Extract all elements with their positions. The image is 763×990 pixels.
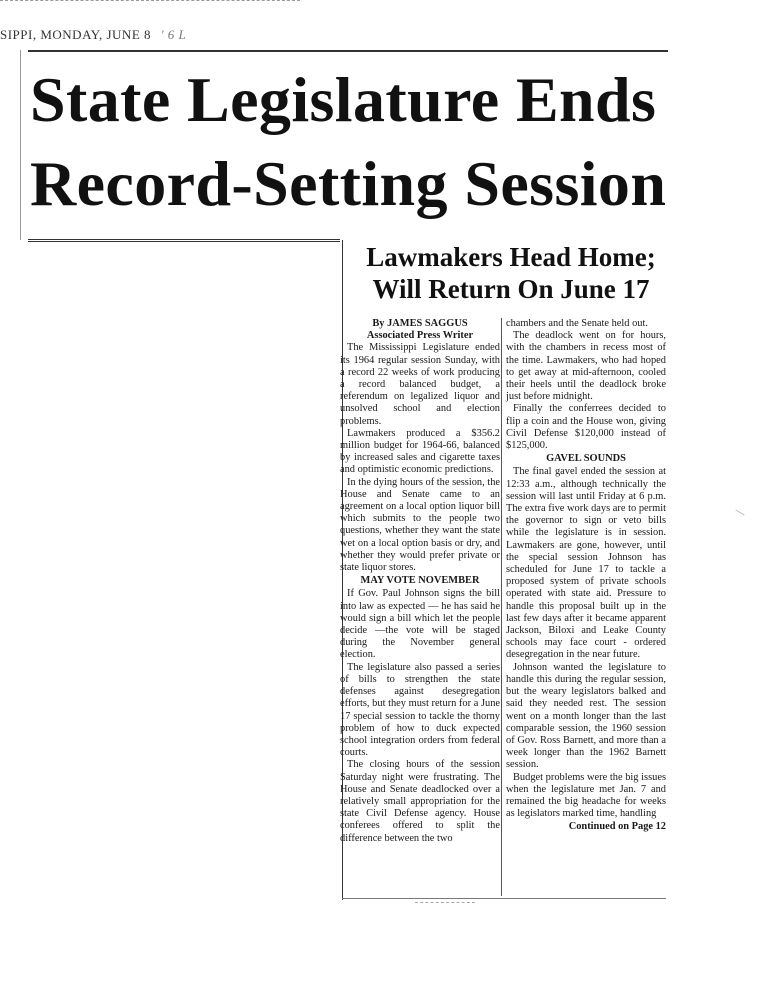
paragraph: Finally the conferrees decided to flip a coin and the House won, giving Civil Defense $120,000 instead of $125,000. xyxy=(506,403,666,452)
continued-note: Continued on Page 12 xyxy=(568,821,666,833)
paragraph: Johnson wanted the legislature to handle this during the regular session, but the weary legislators balked and said they needed rest. The session went on a month longer than the last comparable session, the 1960 session of Gov. Ross Barnett, and more than a week longer than the 1962 Barnett session. xyxy=(506,661,666,771)
top-rule xyxy=(28,50,668,52)
top-dashed-edge xyxy=(0,0,300,1)
subheadline-line-2: Will Return On June 17 xyxy=(372,274,650,304)
paragraph: The legislature also passed a series of bills to strengthen the state defenses against desegregation efforts, but they must return for a June 17 special session to tackle the thorny problem of how to duck expected school integration orders from federal courts. xyxy=(340,661,500,759)
column-rule xyxy=(501,318,502,896)
article-column-2 xyxy=(506,318,666,834)
article-column-1 xyxy=(340,318,500,845)
paragraph: The closing hours of the session Saturday night were frustrating. The House and Senate deadlocked over a relatively small appropriation for the state Civil Defense agency. House conferees offered to split the difference between the two xyxy=(340,759,500,844)
paragraph: The final gavel ended the session at 12:33 a.m., although technically the session will last until Friday at 6 p.m. The extra five work days are to permit the governor to sign or veto bills while the legislature is in session. Lawmakers are gone, however, until the special session Johnson has scheduled for June 17 to tackle a proposed system of private schools operated with state aid. Pressure to handle this proposal built up in the last few days after it became apparent Jackson, Biloxi and Leake County schools may face court - ordered desegregation in the near future. xyxy=(506,466,666,661)
paragraph: The Mississippi Legislature ended its 1964 regular session Sunday, with a record 22 weeks of work producing a record balanced budget, a referendum on legalized liquor and unsolved school and election problems. xyxy=(340,342,500,427)
byline-credit: Associated Press Writer xyxy=(366,330,474,342)
headline-line-2: Record-Setting Session xyxy=(30,148,667,219)
dateline xyxy=(0,27,186,43)
subheadline-line-1: Lawmakers Head Home; xyxy=(366,242,656,272)
byline: By JAMES SAGGUS xyxy=(372,318,468,329)
bottom-rule xyxy=(342,898,666,899)
scan-mark xyxy=(735,510,744,516)
paragraph: If Gov. Paul Johnson signs the bill into law as expected — he has said he would sign a bill which let the people decide —the vote will be staged during the November general election. xyxy=(340,588,500,661)
paragraph: The deadlock went on for hours, with the chambers in recess most of the time. Lawmakers, who had hoped to get away at mid-afternoon, cooled their heels until the deadlock broke just before midnight. xyxy=(506,330,666,403)
paragraph: Lawmakers produced a $356.2 million budget for 1964-66, balanced by increased sales and cigarette taxes and optimistic economic predictions. xyxy=(340,427,500,476)
headline-line-1: State Legislature Ends xyxy=(30,64,657,135)
handwritten-note: ' 6 L xyxy=(160,27,187,42)
section-subhead: GAVEL SOUNDS xyxy=(546,453,626,465)
headline-divider xyxy=(28,239,340,242)
scan-mark xyxy=(415,902,475,903)
paragraph: In the dying hours of the session, the House and Senate came to an agreement on a local option liquor bill which submits to the people two questions, whether they want the state wet on a local option basis or dry, and whether they would prefer private or state liquor stores. xyxy=(340,476,500,574)
clipping-left-edge xyxy=(20,50,21,240)
paragraph: chambers and the Senate held out. xyxy=(506,318,648,329)
section-subhead: MAY VOTE NOVEMBER xyxy=(360,575,480,587)
paragraph: Budget problems were the big issues when the legislature met Jan. 7 and remained the big headache for weeks as legislators marked time, handling xyxy=(506,771,666,820)
dateline-text: SIPPI, MONDAY, JUNE 8 xyxy=(0,27,152,42)
